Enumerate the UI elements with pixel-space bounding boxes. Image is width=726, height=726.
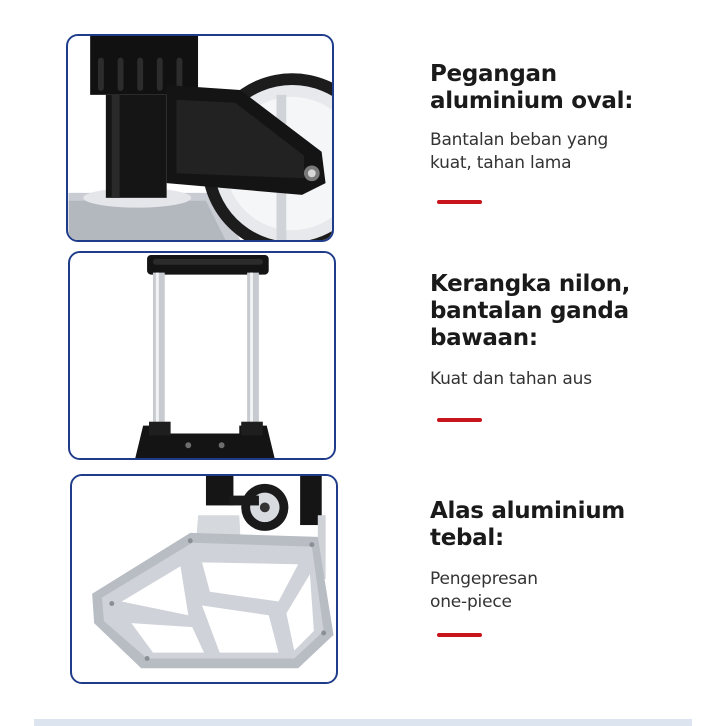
- feature-2-desc-line-1: Kuat dan tahan aus: [430, 369, 592, 389]
- footer-divider: [34, 719, 692, 726]
- feature-3-title-line-1: Alas aluminium: [430, 498, 625, 524]
- feature-3-desc-line-1: Pengepresan: [430, 569, 538, 589]
- feature-1-desc-line-1: Bantalan beban yang: [430, 130, 609, 150]
- feature-3-accent-bar: [437, 633, 482, 637]
- feature-image-base-plate: [70, 474, 338, 684]
- feature-1-title-line-2: aluminium oval:: [430, 88, 634, 114]
- folding-base-plate-icon: [72, 476, 336, 682]
- feature-3: [430, 498, 720, 614]
- feature-2-title-line-1: Kerangka nilon,: [430, 271, 631, 297]
- feature-1-description: [430, 129, 720, 175]
- feature-3-desc-line-2: one-piece: [430, 592, 512, 612]
- feature-image-handle-joint: [66, 34, 334, 242]
- feature-2-description: [430, 368, 720, 391]
- feature-1-title-line-1: Pegangan: [430, 61, 557, 87]
- feature-image-handle-frame: [68, 251, 336, 460]
- feature-1-desc-line-2: kuat, tahan lama: [430, 153, 572, 173]
- feature-2: [430, 271, 720, 391]
- feature-1: [430, 61, 720, 175]
- handle-frame-rails-icon: [70, 253, 334, 458]
- feature-3-description: [430, 568, 720, 614]
- feature-2-title-line-2: bantalan ganda: [430, 298, 629, 324]
- feature-1-accent-bar: [437, 200, 482, 204]
- feature-3-title: [430, 498, 720, 552]
- telescopic-handle-joint-icon: [68, 36, 332, 240]
- feature-2-title: [430, 271, 720, 352]
- feature-2-accent-bar: [437, 418, 482, 422]
- feature-1-title: [430, 61, 720, 115]
- feature-2-title-line-3: bawaan:: [430, 325, 538, 351]
- feature-3-title-line-2: tebal:: [430, 525, 504, 551]
